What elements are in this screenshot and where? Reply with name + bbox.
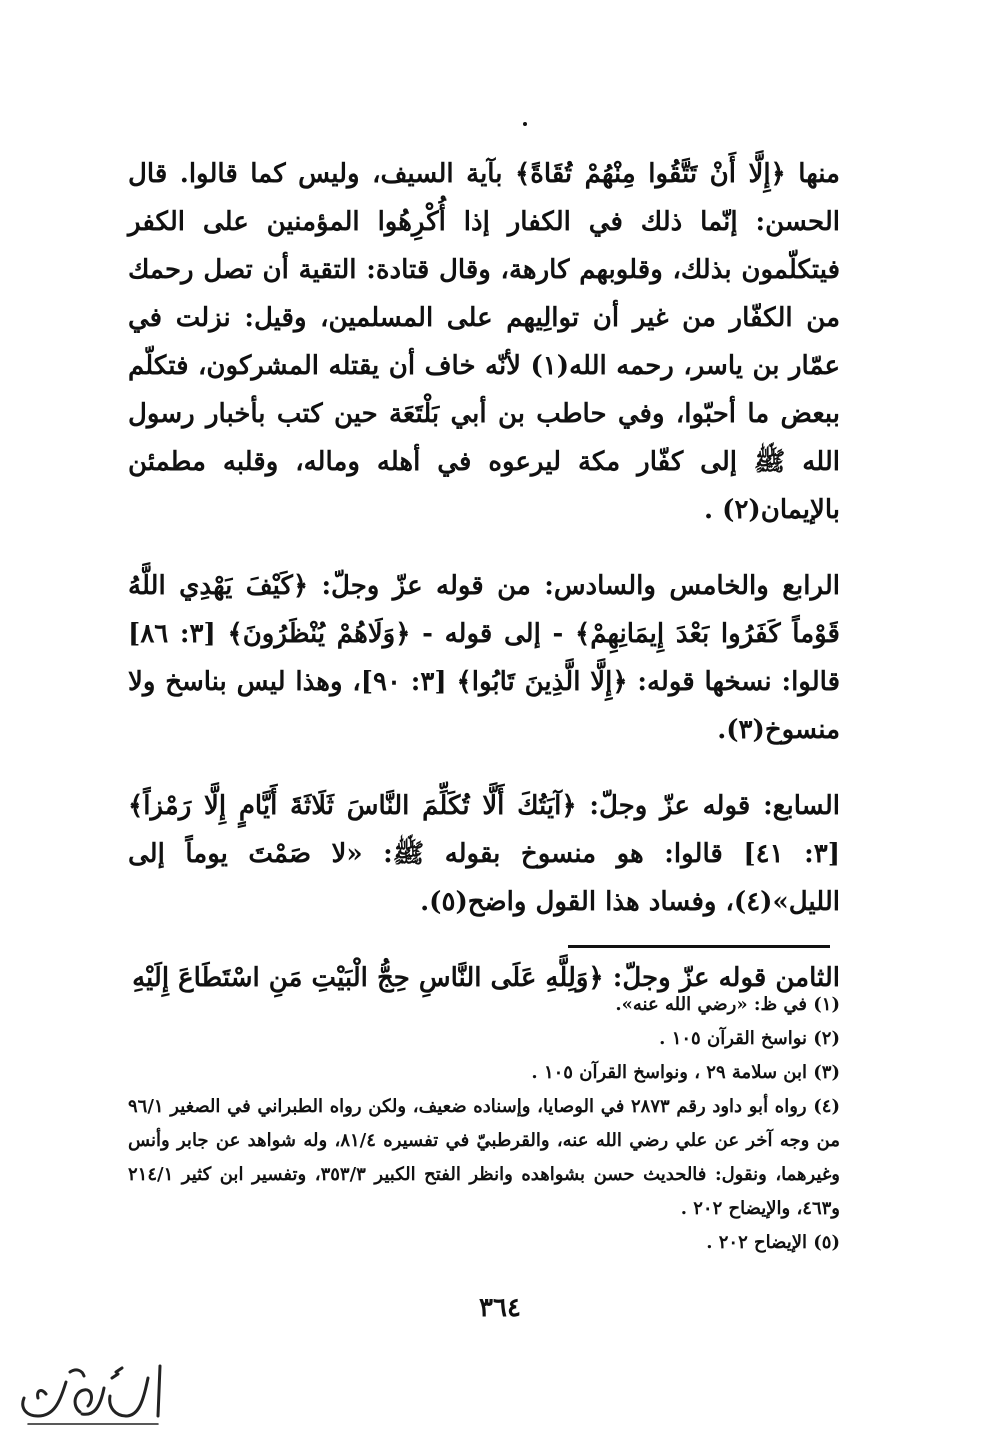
paragraph-4: الثامن قوله عزّ وجلّ: ﴿وَلِلَّهِ عَلَى النَّاسِ حِجُّ الْبَيْتِ مَنِ اسْتَطَاعَ إِلَيْهِ (132, 963, 840, 993)
paragraph-1: منها ﴿إِلَّا أَنْ تَتَّقُوا مِنْهُمْ تُقَاةً﴾ بآية السيف، وليس كما قالوا. قال الحسن: إنّما ذلك في الكفار إذا أُكْرِهُوا المؤمنين على الكفر فيتكلّمون بذلك، وقلوبهم كارهة، وقال قتادة: التقية أن تصل رحمك من الكفّار من غير أن توالِيهم على المسلمين، وقيل: نزلت في عمّار بن ياسر، رحمه الله(١) لأنّه خاف أن يقتله المشركون، فتكلّم ببعض ما أحبّوا، وفي حاطب بن أبي بَلْتَعَة حين كتب بأخبار رسول الله ﷺ إلى كفّار مكة ليرعوه في أهله وماله، وقلبه مطمئن بالإيمان(٢) . (128, 159, 841, 525)
footnote-2: (٢) نواسخ القرآن ١٠٥ . (659, 1028, 840, 1049)
footnote-5: (٥) الإيضاح ٢٠٢ . (706, 1232, 840, 1253)
paragraph-3: السابع: قوله عزّ وجلّ: ﴿آيَتُكَ أَلَّا تُكَلِّمَ النَّاسَ ثَلَاثَةَ أَيَّامٍ إِلَّا رَمْزاً﴾ [٣: ٤١] قالوا: هو منسوخ بقوله ﷺ: «لا صَمْتَ يوماً إلى الليل»(٤)، وفساد هذا القول واضح(٥). (128, 791, 841, 917)
footnote-3: (٣) ابن سلامة ٢٩ ، ونواسخ القرآن ١٠٥ . (531, 1062, 840, 1083)
footnote-4: (٤) رواه أبو داود رقم ٢٨٧٣ في الوصايا، وإسناده ضعيف، ولكن رواه الطبراني في الصغير ٩٦/١ من وجه آخر عن علي رضي الله عنه، والقرطبيّ في تفسيره ٨١/٤، وله شواهد عن جابر وأنس وغيرهما، ونقول: فالحديث حسن بشواهده وانظر الفتح الكبير ٣٥٣/٣، وتفسير ابن كثير ٢١٤/١ و٤٦٣، والإيضاح ٢٠٢ . (128, 1096, 840, 1219)
footnote-divider (568, 945, 830, 948)
speck-mark (523, 122, 527, 126)
page-number: ٣٦٤ (479, 1293, 521, 1323)
main-text (128, 150, 840, 1030)
footnote-1: (١) في ظ: «رضي الله عنه». (615, 994, 840, 1015)
paragraph-2: الرابع والخامس والسادس: من قوله عزّ وجلّ: ﴿كَيْفَ يَهْدِي اللَّهُ قَوْماً كَفَرُوا بَعْدَ إِيمَانِهِمْ﴾ - إلى قوله - ﴿وَلَاهُمْ يُنْظَرُونَ﴾ [٣: ٨٦] قالوا: نسخها قوله: ﴿إِلَّا الَّذِينَ تَابُوا﴾ [٣: ٩٠]، وهذا ليس بناسخ ولا منسوخ(٣). (128, 571, 841, 745)
footnotes (128, 988, 840, 1260)
calligraphy-logo-icon (8, 1358, 173, 1438)
